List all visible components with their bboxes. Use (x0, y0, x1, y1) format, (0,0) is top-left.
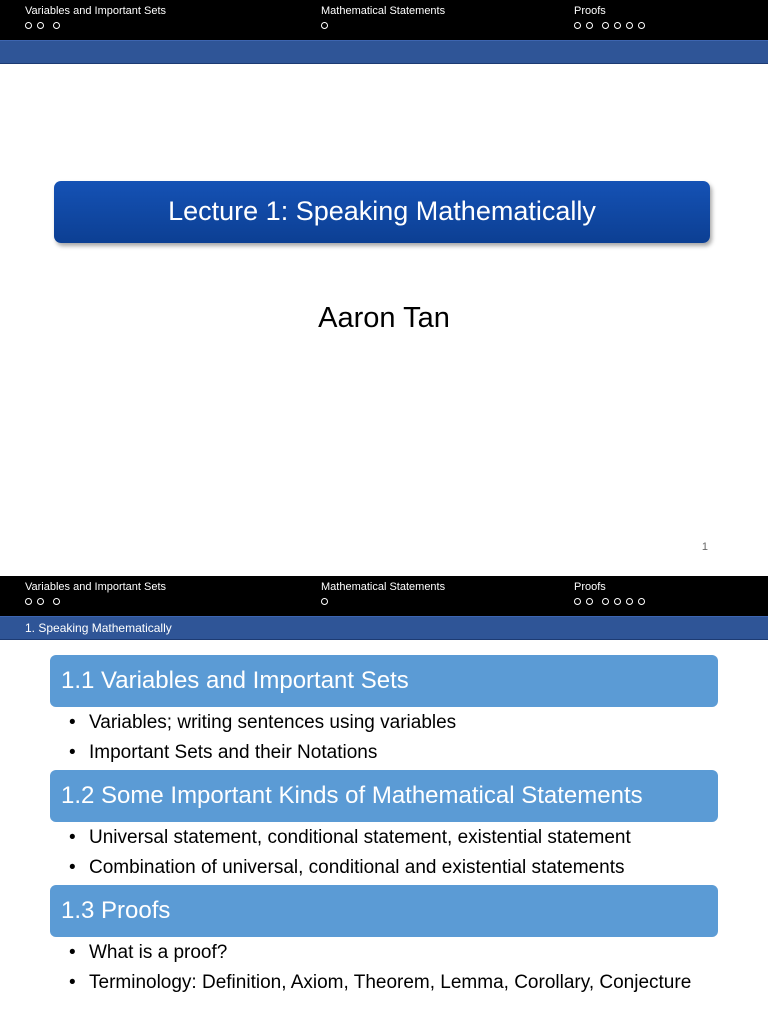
bullet-item: • Important Sets and their Notations (68, 741, 708, 765)
nav-section-title[interactable]: Variables and Important Sets (25, 581, 167, 593)
outline-slide (0, 576, 768, 1024)
author-name: Aaron Tan (318, 302, 450, 334)
nav-section-title[interactable]: Proofs (574, 5, 606, 17)
section-1-1-bullets (68, 711, 708, 771)
nav-progress-dots (574, 22, 645, 29)
nav-section-statements[interactable] (321, 4, 445, 29)
nav-dot[interactable] (626, 22, 633, 29)
nav-dot[interactable] (626, 598, 633, 605)
subsection-bar (0, 40, 768, 64)
nav-section-title[interactable]: Proofs (574, 581, 606, 593)
bullet-item: • Terminology: Definition, Axiom, Theorem, Lemma, Corollary, Conjecture (68, 971, 708, 995)
nav-dot[interactable] (602, 598, 609, 605)
nav-dot[interactable] (25, 22, 32, 29)
nav-progress-dots (321, 598, 445, 605)
bullet-item: • What is a proof? (68, 941, 708, 965)
nav-section-title[interactable]: Mathematical Statements (321, 581, 446, 593)
nav-dot[interactable] (37, 22, 44, 29)
page-number: 1 (701, 541, 708, 553)
section-heading-1-2: 1.2 Some Important Kinds of Mathematical Statements (50, 770, 718, 822)
section-heading-1-3: 1.3 Proofs (50, 885, 718, 937)
nav-progress-dots (25, 598, 166, 605)
section-1-3-bullets (68, 941, 708, 1001)
section-1-2-bullets (68, 826, 708, 886)
nav-progress-dots (25, 22, 166, 29)
nav-dot[interactable] (574, 22, 581, 29)
nav-dot[interactable] (574, 598, 581, 605)
nav-dot[interactable] (37, 598, 44, 605)
nav-dot[interactable] (602, 22, 609, 29)
section-navigation-bar (0, 576, 768, 616)
nav-dot[interactable] (638, 22, 645, 29)
nav-section-title[interactable]: Mathematical Statements (321, 5, 446, 17)
nav-section-proofs[interactable] (574, 4, 645, 29)
nav-progress-dots (321, 22, 445, 29)
nav-dot[interactable] (53, 598, 60, 605)
nav-dot[interactable] (586, 598, 593, 605)
subsection-bar: 1. Speaking Mathematically (0, 616, 768, 640)
nav-dot[interactable] (321, 22, 328, 29)
nav-dot[interactable] (25, 598, 32, 605)
section-heading-1-1: 1.1 Variables and Important Sets (50, 655, 718, 707)
lecture-title: Lecture 1: Speaking Mathematically (54, 181, 710, 243)
bullet-item: • Variables; writing sentences using variables (68, 711, 708, 735)
nav-dot[interactable] (586, 22, 593, 29)
nav-section-variables[interactable] (25, 4, 166, 29)
bullet-item: • Combination of universal, conditional and existential statements (68, 856, 708, 880)
nav-dot[interactable] (638, 598, 645, 605)
nav-section-variables[interactable] (25, 580, 166, 605)
bullet-item: • Universal statement, conditional statement, existential statement (68, 826, 708, 850)
nav-progress-dots (574, 598, 645, 605)
nav-section-proofs[interactable] (574, 580, 645, 605)
nav-section-title[interactable]: Variables and Important Sets (25, 5, 167, 17)
nav-dot[interactable] (614, 22, 621, 29)
nav-dot[interactable] (614, 598, 621, 605)
section-navigation-bar (0, 0, 768, 40)
nav-section-statements[interactable] (321, 580, 445, 605)
nav-dot[interactable] (53, 22, 60, 29)
nav-dot[interactable] (321, 598, 328, 605)
